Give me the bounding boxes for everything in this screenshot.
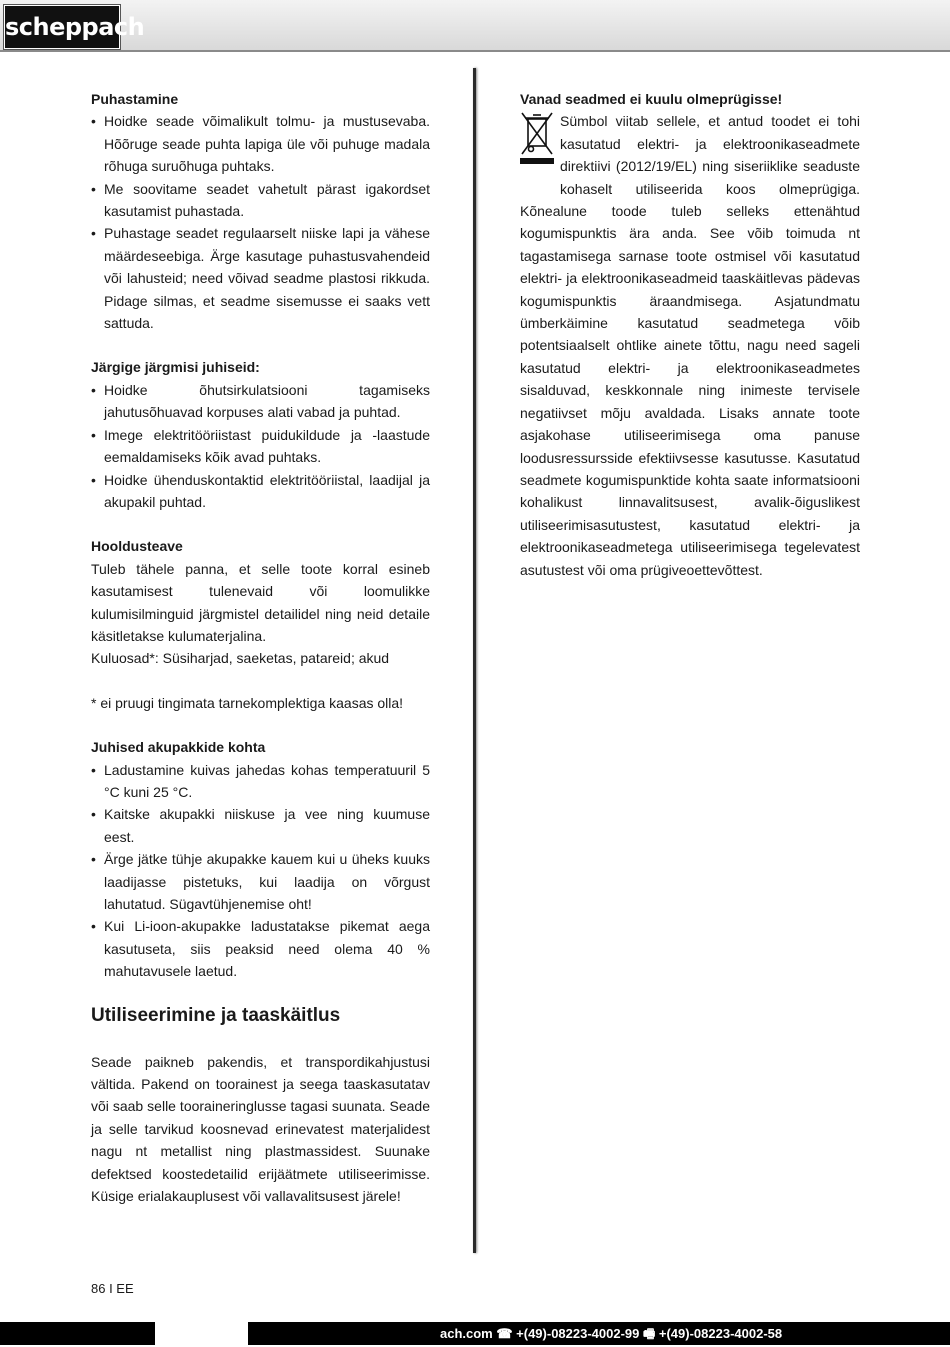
section-title-maintenance: Hooldusteave bbox=[91, 538, 183, 555]
section-title-disposal: Utiliseerimine ja taaskäitlus bbox=[91, 1004, 341, 1026]
right-column bbox=[520, 88, 860, 581]
crossed-out-wheelie-bin-icon bbox=[520, 110, 560, 194]
list-item: • Hoidke seade võimalikult tolmu- ja mustusevaba. Hõõruge seade puhta lapiga üle või puhuge madala rõhuga suruõhuga puhtaks. bbox=[91, 110, 430, 177]
list-item: • Imege elektritööriistast puidukildude ja -laastude eemaldamiseks kõik avad puhtaks. bbox=[91, 424, 430, 469]
weee-text: Sümbol viitab sellele, et antud toodet ei tohi kasutatud elektri- ja elektroonikaseadmete direktiivi (2012/19/EL) ning siseriiklike seaduste kohaselt utiliseerida koos olmeprügiga. Kõnealune toode tuleb selleks ettenähtud kogumispunktis ära anda. See võib toimuda nt tagastamisega sarnase toote ostmisel või kasutatud elektri- ja elektroonikaseadmeid taaskäitlevas pädevas kogumispunktis äraandmisega. Asjatundmatu ümberkäimine kasutatud seadmetega võib potentsiaalselt ohtlike ainete tõttu, nagu need sageli kasutatud elektri- ja elektroonikaseadmetes sisalduvad, keskkonnale ning inimeste tervisele negatiivset mõju avaldada. Lisaks annate toote asjakohase utiliseerimisega oma panuse loodusressursside efektiivsesse kasutusse. Kasutatud seadmete kogumispunktide kohta saate informatsiooni kohalikust linnavalitsusest, avalik-õiguslikest utiliseerimisasutustest, kasutatud elektri- ja elektroonikaseadmetega utiliseerimisega tegelevatest asutustest või oma prügiveoettevõttest. bbox=[520, 113, 860, 578]
list-item: • Hoidke õhutsirkulatsiooni tagamiseks jahutusõhuavad korpuses alati vabad ja puhtad. bbox=[91, 379, 430, 424]
list-item: • Puhastage seadet regulaarselt niiske lapi ja vähese määrdeseebiga. Ärge kasutage puhastusvahendeid või lahusteid; need võivad seadme plastosi rikkuda. Pidage silmas, et seadme sisemusse ei saaks vett sattuda. bbox=[91, 222, 430, 334]
list-item: • Kaitske akupakki niiskuse ja vee ning kuumuse eest. bbox=[91, 803, 430, 848]
column-divider bbox=[473, 68, 476, 1253]
section-title-cleaning: Puhastamine bbox=[91, 91, 179, 107]
left-column bbox=[91, 88, 430, 1207]
scheppach-logo: scheppach bbox=[4, 5, 120, 49]
page-header bbox=[0, 0, 950, 52]
disposal-text: Seade paikneb pakendis, et transpordikahjustusi vältida. Pakend on toorainest ja seega taaskasutatav või saab selle tooraineringlusse tagasi suunata. Seade ja selle tarvikud koosnevad erinevatest materjalidest nagu nt metallist ning plastmassidest. Suunake defektsed koostedetailid erijäätmete utiliseerimisse. Küsige erialakauplusest või vallavalitsusest järele! bbox=[91, 1053, 430, 1205]
section-title-old-devices: Vanad seadmed ei kuulu olmeprügisse! bbox=[520, 91, 783, 107]
list-item: • Kui Li-ioon-akupakke ladustatakse pikemat aega kasutuseta, siis peaksid need olema 40 % mahutavusele laetud. bbox=[91, 915, 430, 982]
list-item: • Me soovitame seadet vahetult pärast igakordset kasutamist puhastada. bbox=[91, 178, 430, 223]
list-item: • Ladustamine kuivas jahedas kohas temperatuuril 5 °C kuni 25 °C. bbox=[91, 759, 430, 804]
list-item: • Hoidke ühenduskontaktid elektritööriistal, laadijal ja akupakil puhtad. bbox=[91, 469, 430, 514]
section-title-battery: Juhised akupakkide kohta bbox=[91, 739, 266, 756]
section-title-instructions: Järgige järgmisi juhiseid: bbox=[91, 359, 260, 376]
wear-parts-text: Kuluosad*: Süsiharjad, saeketas, patareid; akud bbox=[91, 650, 390, 667]
page-number: 86 I EE bbox=[91, 1281, 134, 1296]
page-footer bbox=[0, 1322, 950, 1345]
cleaning-list bbox=[91, 110, 430, 334]
maintenance-text: Tuleb tähele panna, et selle toote korral esineb kasutamisest tulenevaid või loomulikke kulumisilminguid järgmistel detailidel ning neid detaile käsitletakse kulumaterjalina. bbox=[91, 560, 430, 644]
instructions-list bbox=[91, 379, 430, 513]
footer-contact: ach.com ☎ +(49)-08223-4002-99 🖷 +(49)-08223-4002-58 bbox=[440, 1326, 783, 1341]
battery-list bbox=[91, 759, 430, 983]
list-item: • Ärge jätke tühje akupakke kauem kui u üheks kuuks laadijasse pistetuks, kui laadija on võrgust lahutatud. Sügavtühjenemise oht! bbox=[91, 848, 430, 915]
footnote: * ei pruugi tingimata tarnekomplektiga kaasas olla! bbox=[91, 694, 404, 711]
